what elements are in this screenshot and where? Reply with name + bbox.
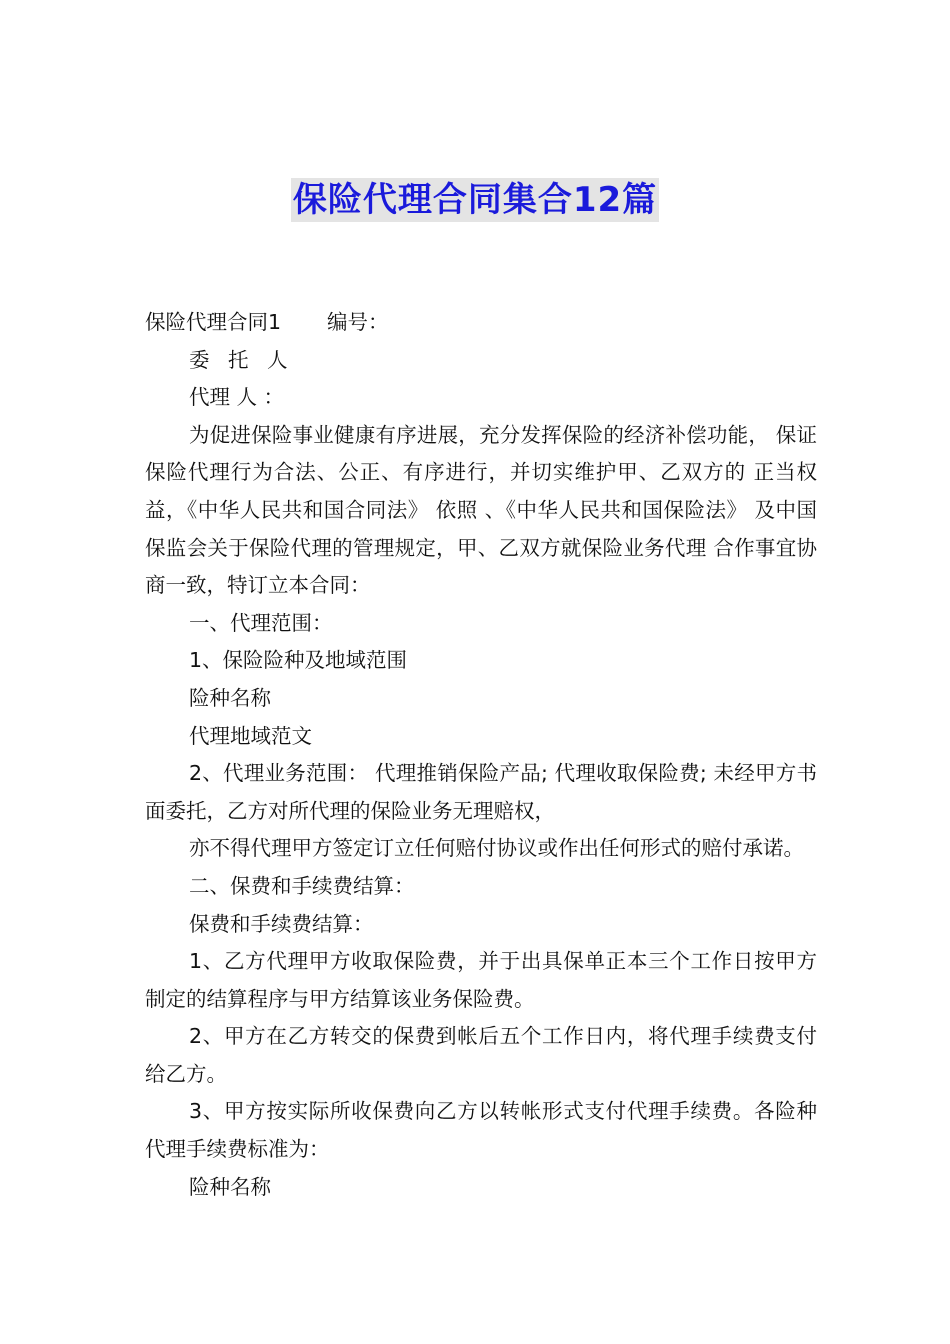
preamble-paragraph: 为促进保险事业健康有序进展，充分发挥保险的经济补偿功能， 保证保险代理行为合法、公正、有序进行，并切实维护甲、乙双方的 正当权益，《中华人民共和国合同法》 依照 、《中华人民共和国保险法》 及中国保监会关于保险代理的管理规定，甲、乙双方就保险业务代理 合作事宜协商一致，特订立本合同： — [145, 422, 817, 598]
principal-line: 委 托 人 — [189, 347, 294, 372]
clause-premium-collection: 1、乙方代理甲方收取保险费，并于出具保单正本三个工作日按甲方制定的结算程序与甲方结算该业务保险费。 — [145, 949, 817, 1011]
section-heading-scope: 一、代理范围： — [189, 610, 333, 635]
subheading-fees: 保费和手续费结算： — [189, 911, 374, 936]
clause-no-settlement: 亦不得代理甲方签定订立任何赔付协议或作出任何形式的赔付承诺。 — [189, 836, 804, 861]
clause-fee-standard: 3、甲方按实际所收保费向乙方以转帐形式支付代理手续费。各险种代理手续费标准为： — [145, 1099, 817, 1162]
line-insurance-name: 险种名称 — [189, 685, 271, 710]
document-title: 保险代理合同集合12篇 — [292, 180, 658, 220]
contract-name: 保险代理合同1 — [145, 310, 282, 334]
agent-line: 代理 人 ： — [189, 385, 285, 410]
line-insurance-name-2: 险种名称 — [189, 1174, 271, 1199]
clause-business-scope: 2、代理业务范围： 代理推销保险产品; 代理收取保险费; 未经甲方书面委托，乙方对所代理的保险业务无理赔权， — [145, 761, 817, 823]
contract-heading — [145, 304, 817, 342]
section-heading-fees: 二、保费和手续费结算： — [189, 873, 415, 898]
line-agency-region: 代理地域范文 — [189, 723, 312, 748]
clause-insurance-types: 1、保险险种及地域范围 — [189, 648, 408, 673]
title-container — [0, 178, 950, 222]
clause-fee-payment: 2、甲方在乙方转交的保费到帐后五个工作日内，将代理手续费支付给乙方。 — [145, 1024, 817, 1086]
contract-number-label: 编号： — [327, 310, 389, 334]
document-body — [145, 304, 817, 1206]
